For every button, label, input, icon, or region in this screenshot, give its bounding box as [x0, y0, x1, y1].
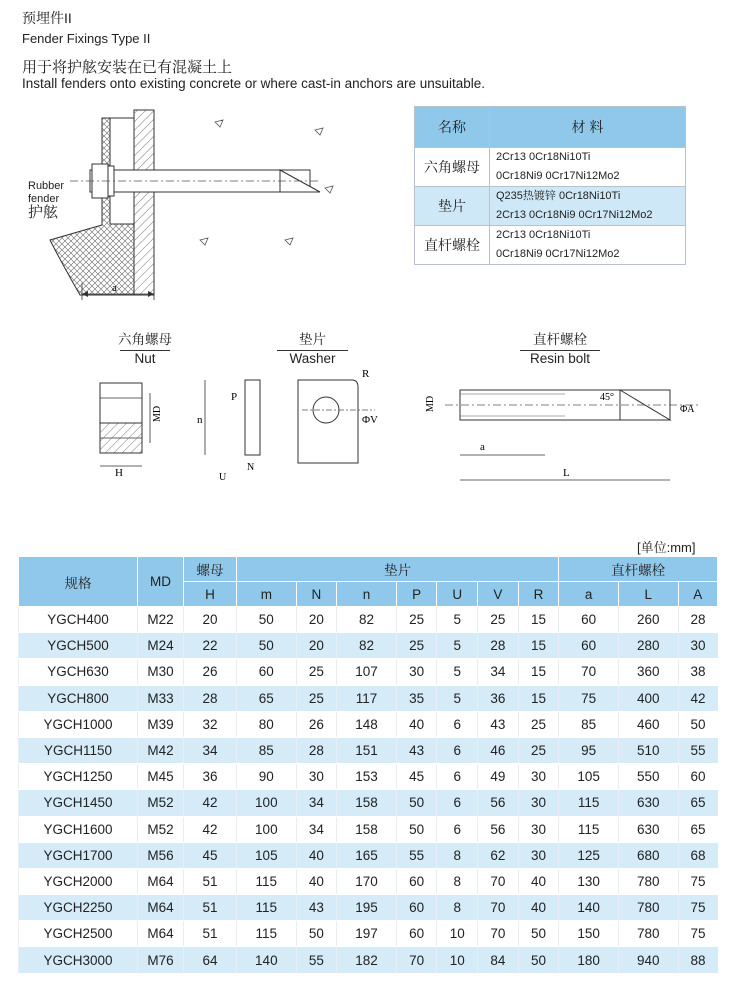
- sub-header-U: U: [437, 582, 478, 607]
- title-en: Fender Fixings Type II: [22, 31, 151, 46]
- table-cell: 64: [184, 947, 237, 973]
- washer-u-label: U: [219, 472, 227, 483]
- table-cell: 50: [518, 921, 559, 947]
- table-cell: 50: [396, 816, 437, 842]
- table-cell: 360: [618, 659, 678, 685]
- table-cell: 25: [396, 633, 437, 659]
- table-cell: 630: [618, 816, 678, 842]
- table-cell: 43: [396, 737, 437, 763]
- table-cell: 43: [296, 895, 337, 921]
- table-cell: 107: [337, 659, 397, 685]
- table-cell: 55: [678, 737, 717, 763]
- table-cell: 65: [678, 790, 717, 816]
- table-cell: M30: [138, 659, 184, 685]
- table-cell: 26: [184, 659, 237, 685]
- table-cell: YGCH400: [19, 607, 138, 633]
- table-cell: 34: [478, 659, 519, 685]
- sub-header-m: m: [237, 582, 297, 607]
- sub-header-n: n: [337, 582, 397, 607]
- title-cn: 预埋件II: [22, 10, 72, 26]
- table-cell: 195: [337, 895, 397, 921]
- th-bolt: 直杆螺栓: [559, 557, 718, 582]
- table-cell: M22: [138, 607, 184, 633]
- table-cell: 8: [437, 868, 478, 894]
- table-cell: 680: [618, 842, 678, 868]
- table-cell: 15: [518, 607, 559, 633]
- rubber-label: Rubber: [28, 180, 65, 192]
- table-cell: 45: [184, 842, 237, 868]
- table-cell: 80: [237, 711, 297, 737]
- dim-a-label: a: [112, 282, 117, 294]
- table-cell: 25: [518, 711, 559, 737]
- bolt-caption: 直杆螺栓 Resin bolt: [505, 328, 615, 366]
- table-cell: 50: [678, 711, 717, 737]
- table-cell: 28: [478, 633, 519, 659]
- table-cell: 88: [678, 947, 717, 973]
- washer-caption: 垫片 Washer: [265, 328, 360, 366]
- table-cell: 550: [618, 764, 678, 790]
- table-cell: 60: [559, 607, 619, 633]
- table-cell: 50: [237, 633, 297, 659]
- table-cell: 40: [518, 895, 559, 921]
- table-cell: 780: [618, 895, 678, 921]
- table-cell: 165: [337, 842, 397, 868]
- assembly-diagram: [20, 100, 340, 310]
- table-cell: 42: [184, 816, 237, 842]
- table-cell: 25: [296, 659, 337, 685]
- col-name: 名称: [415, 107, 490, 148]
- table-row: [19, 659, 718, 685]
- table-cell: 125: [559, 842, 619, 868]
- table-cell: 42: [184, 790, 237, 816]
- table-cell: 5: [437, 685, 478, 711]
- th-spec: 规格: [19, 557, 138, 607]
- table-cell: 36: [478, 685, 519, 711]
- table-cell: 75: [559, 685, 619, 711]
- table-cell: 70: [478, 868, 519, 894]
- table-cell: 32: [184, 711, 237, 737]
- sub-header-L: L: [618, 582, 678, 607]
- table-cell: 60: [396, 895, 437, 921]
- table-cell: 100: [237, 816, 297, 842]
- table-cell: YGCH2500: [19, 921, 138, 947]
- table-cell: M76: [138, 947, 184, 973]
- table-row: [19, 737, 718, 763]
- table-cell: 85: [559, 711, 619, 737]
- table-cell: 148: [337, 711, 397, 737]
- table-cell: 150: [559, 921, 619, 947]
- table-cell: 6: [437, 737, 478, 763]
- subtitle-cn: 用于将护舷安装在已有混凝土上: [22, 59, 233, 76]
- table-cell: M56: [138, 842, 184, 868]
- table-cell: 34: [296, 816, 337, 842]
- table-cell: 46: [478, 737, 519, 763]
- nut-h-label: H: [115, 467, 123, 478]
- table-cell: 85: [237, 737, 297, 763]
- spec-table-body: [19, 607, 718, 974]
- table-cell: 70: [478, 895, 519, 921]
- table-cell: 105: [559, 764, 619, 790]
- table-cell: 70: [559, 659, 619, 685]
- table-cell: 151: [337, 737, 397, 763]
- table-cell: 68: [678, 842, 717, 868]
- table-cell: 28: [296, 737, 337, 763]
- table-cell: 65: [237, 685, 297, 711]
- material-row: 垫片 Q235热镀锌 0Cr18Ni10Ti 2Cr13 0Cr18Ni9 0Cr17Ni12Mo2: [415, 187, 686, 226]
- th-nut: 螺母: [184, 557, 237, 582]
- table-cell: 20: [296, 633, 337, 659]
- table-cell: M64: [138, 895, 184, 921]
- table-cell: M45: [138, 764, 184, 790]
- table-cell: 84: [478, 947, 519, 973]
- table-row: [19, 921, 718, 947]
- table-cell: 6: [437, 764, 478, 790]
- col-material: 材 料: [490, 107, 686, 148]
- sub-header-a: a: [559, 582, 619, 607]
- table-cell: YGCH1250: [19, 764, 138, 790]
- table-cell: 40: [296, 868, 337, 894]
- table-cell: 158: [337, 790, 397, 816]
- table-cell: 10: [437, 921, 478, 947]
- table-cell: 30: [518, 816, 559, 842]
- material-row: 六角螺母 2Cr13 0Cr18Ni10Ti 0Cr18Ni9 0Cr17Ni12Mo2: [415, 148, 686, 187]
- table-cell: 40: [518, 868, 559, 894]
- table-cell: 20: [184, 607, 237, 633]
- table-row: [19, 764, 718, 790]
- table-cell: YGCH800: [19, 685, 138, 711]
- table-cell: 197: [337, 921, 397, 947]
- table-cell: 6: [437, 711, 478, 737]
- table-cell: 36: [184, 764, 237, 790]
- bolt-l-label: L: [563, 467, 570, 479]
- table-cell: 30: [296, 764, 337, 790]
- table-cell: YGCH2000: [19, 868, 138, 894]
- table-cell: 65: [678, 816, 717, 842]
- sub-header-N: N: [296, 582, 337, 607]
- table-cell: 170: [337, 868, 397, 894]
- table-cell: 40: [296, 842, 337, 868]
- table-cell: 115: [237, 921, 297, 947]
- table-cell: 6: [437, 816, 478, 842]
- table-cell: 75: [678, 868, 717, 894]
- table-cell: 60: [559, 633, 619, 659]
- nut-caption: 六角螺母 Nut: [118, 332, 172, 366]
- nut-md-label: MD: [152, 405, 163, 422]
- table-cell: 51: [184, 868, 237, 894]
- th-washer: 垫片: [237, 557, 559, 582]
- table-cell: 5: [437, 607, 478, 633]
- table-cell: 28: [184, 685, 237, 711]
- table-cell: 6: [437, 790, 478, 816]
- table-cell: 780: [618, 868, 678, 894]
- table-cell: 105: [237, 842, 297, 868]
- table-cell: 50: [237, 607, 297, 633]
- table-cell: 940: [618, 947, 678, 973]
- washer-front-drawing: [290, 365, 380, 485]
- table-cell: 43: [478, 711, 519, 737]
- sub-header-H: H: [184, 582, 237, 607]
- table-row: [19, 633, 718, 659]
- table-row: [19, 711, 718, 737]
- table-cell: 60: [396, 868, 437, 894]
- table-cell: M24: [138, 633, 184, 659]
- table-row: [19, 947, 718, 973]
- sub-header-A: A: [678, 582, 717, 607]
- table-cell: 182: [337, 947, 397, 973]
- table-cell: 70: [396, 947, 437, 973]
- table-cell: 50: [396, 790, 437, 816]
- table-cell: 15: [518, 659, 559, 685]
- table-cell: 51: [184, 895, 237, 921]
- table-cell: 95: [559, 737, 619, 763]
- table-cell: 117: [337, 685, 397, 711]
- table-cell: M64: [138, 868, 184, 894]
- table-cell: 400: [618, 685, 678, 711]
- table-cell: 45: [396, 764, 437, 790]
- table-cell: 15: [518, 685, 559, 711]
- table-row: [19, 816, 718, 842]
- table-cell: 34: [184, 737, 237, 763]
- table-cell: 100: [237, 790, 297, 816]
- table-cell: 460: [618, 711, 678, 737]
- table-cell: 20: [296, 607, 337, 633]
- table-row: [19, 607, 718, 633]
- table-cell: 30: [518, 790, 559, 816]
- table-cell: 60: [237, 659, 297, 685]
- sub-header-P: P: [396, 582, 437, 607]
- table-cell: 10: [437, 947, 478, 973]
- table-cell: YGCH3000: [19, 947, 138, 973]
- table-cell: 510: [618, 737, 678, 763]
- table-cell: 90: [237, 764, 297, 790]
- table-cell: 630: [618, 790, 678, 816]
- bolt-drawing: [415, 370, 705, 490]
- table-cell: YGCH1700: [19, 842, 138, 868]
- sub-header-V: V: [478, 582, 519, 607]
- bolt-angle-label: 45°: [600, 392, 614, 403]
- table-cell: 115: [237, 868, 297, 894]
- table-cell: 62: [478, 842, 519, 868]
- table-cell: 25: [478, 607, 519, 633]
- table-cell: 60: [678, 764, 717, 790]
- table-cell: 180: [559, 947, 619, 973]
- table-cell: 55: [396, 842, 437, 868]
- table-cell: 82: [337, 633, 397, 659]
- table-cell: YGCH500: [19, 633, 138, 659]
- table-cell: 780: [618, 921, 678, 947]
- table-row: [19, 868, 718, 894]
- table-cell: 26: [296, 711, 337, 737]
- table-cell: 50: [518, 947, 559, 973]
- table-cell: 153: [337, 764, 397, 790]
- table-cell: 115: [559, 790, 619, 816]
- table-cell: 60: [396, 921, 437, 947]
- washer-n2-label: N: [247, 462, 255, 473]
- table-cell: 15: [518, 633, 559, 659]
- washer-n-label: n: [197, 414, 203, 426]
- washer-p-label: P: [231, 391, 238, 403]
- table-cell: 115: [237, 895, 297, 921]
- table-cell: 56: [478, 790, 519, 816]
- fender-label: fender: [28, 193, 60, 205]
- table-cell: 42: [678, 685, 717, 711]
- table-cell: 25: [396, 607, 437, 633]
- sub-header-R: R: [518, 582, 559, 607]
- table-cell: 82: [337, 607, 397, 633]
- table-cell: YGCH1150: [19, 737, 138, 763]
- table-cell: 5: [437, 659, 478, 685]
- table-cell: 35: [396, 685, 437, 711]
- table-cell: M52: [138, 790, 184, 816]
- table-cell: 30: [678, 633, 717, 659]
- bolt-phia-label: ΦA: [680, 404, 695, 415]
- table-cell: YGCH1600: [19, 816, 138, 842]
- table-cell: 75: [678, 921, 717, 947]
- th-md: MD: [138, 557, 184, 607]
- table-cell: 25: [518, 737, 559, 763]
- table-cell: M33: [138, 685, 184, 711]
- table-cell: 30: [518, 764, 559, 790]
- table-row: [19, 685, 718, 711]
- subtitle-en: Install fenders onto existing concrete or where cast-in anchors are unsuitable.: [22, 76, 486, 91]
- unit-label: [单位:mm]: [637, 540, 696, 555]
- table-cell: YGCH1000: [19, 711, 138, 737]
- table-cell: 130: [559, 868, 619, 894]
- table-cell: 38: [678, 659, 717, 685]
- table-cell: 49: [478, 764, 519, 790]
- washer-phiv-label: ΦV: [362, 414, 378, 426]
- table-cell: YGCH2250: [19, 895, 138, 921]
- table-cell: 140: [237, 947, 297, 973]
- table-cell: 30: [518, 842, 559, 868]
- nut-drawing: [95, 378, 170, 478]
- table-cell: M64: [138, 921, 184, 947]
- material-row: 直杆螺栓 2Cr13 0Cr18Ni10Ti 0Cr18Ni9 0Cr17Ni12Mo2: [415, 226, 686, 265]
- table-cell: 28: [678, 607, 717, 633]
- table-cell: M42: [138, 737, 184, 763]
- table-cell: 158: [337, 816, 397, 842]
- table-cell: 56: [478, 816, 519, 842]
- table-cell: M39: [138, 711, 184, 737]
- table-cell: 40: [396, 711, 437, 737]
- table-cell: 8: [437, 842, 478, 868]
- table-cell: 115: [559, 816, 619, 842]
- table-row: [19, 895, 718, 921]
- table-cell: 140: [559, 895, 619, 921]
- table-row: [19, 790, 718, 816]
- table-cell: 51: [184, 921, 237, 947]
- table-cell: YGCH630: [19, 659, 138, 685]
- washer-side-drawing: [195, 375, 280, 485]
- table-cell: 260: [618, 607, 678, 633]
- materials-table: [414, 106, 686, 265]
- bolt-md-label: MD: [425, 395, 436, 412]
- table-cell: 5: [437, 633, 478, 659]
- fender-cn-label: 护舷: [28, 204, 59, 221]
- table-cell: 75: [678, 895, 717, 921]
- bolt-a-label: a: [480, 441, 485, 453]
- table-cell: 30: [396, 659, 437, 685]
- washer-r-label: R: [362, 368, 370, 380]
- table-cell: 280: [618, 633, 678, 659]
- table-cell: M52: [138, 816, 184, 842]
- table-cell: 8: [437, 895, 478, 921]
- table-cell: 55: [296, 947, 337, 973]
- table-cell: 22: [184, 633, 237, 659]
- table-cell: 50: [296, 921, 337, 947]
- table-cell: YGCH1450: [19, 790, 138, 816]
- table-row: [19, 842, 718, 868]
- spec-table: [18, 556, 718, 974]
- table-cell: 70: [478, 921, 519, 947]
- table-cell: 25: [296, 685, 337, 711]
- table-cell: 34: [296, 790, 337, 816]
